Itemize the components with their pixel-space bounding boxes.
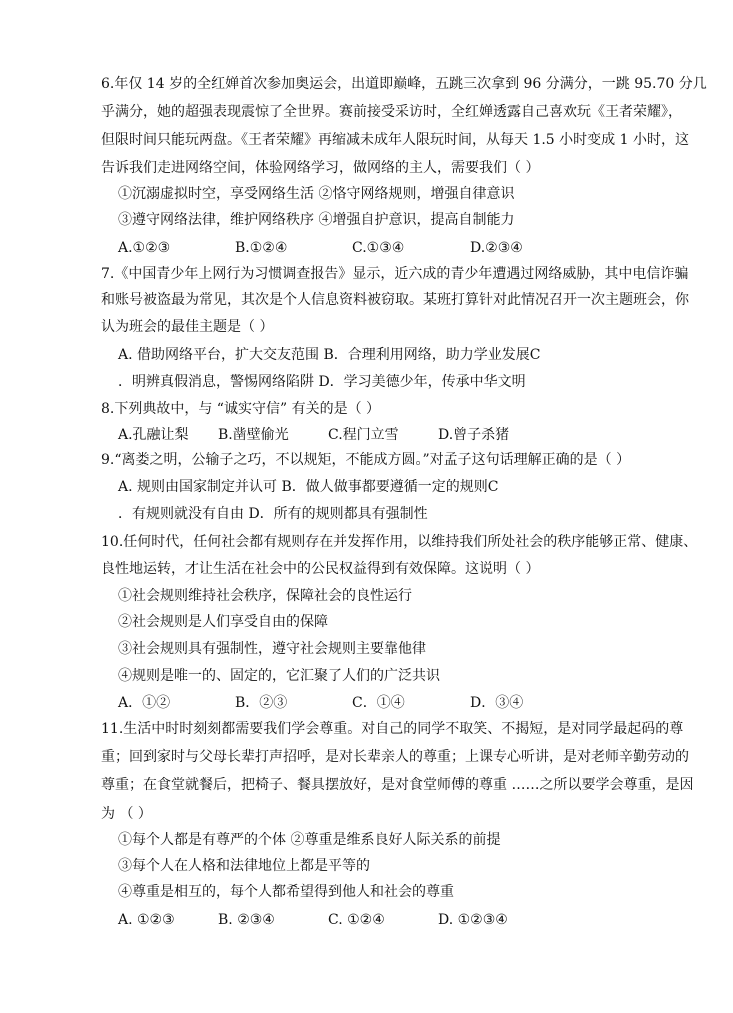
q11-item-row-1: ①每个人都是有尊严的个体 ②尊重是维系良好人际关系的前提 xyxy=(118,832,501,848)
q8-option-c: C.程门立雪 xyxy=(328,427,399,443)
q9-option-row-2: ．有规则就没有自由 D．所有的规则都具有强制性 xyxy=(118,506,428,522)
q10-item-3: ③社会规则具有强制性，遵守社会规则主要靠他律 xyxy=(118,641,426,657)
q6-item-row-2: ③遵守网络法律，维护网络秩序 ④增强自护意识，提高自制能力 xyxy=(118,212,515,228)
q6-stem-line-3: 但限时间只能玩两盘。《王者荣耀》再缩减未成年人限玩时间，从每天 1.5 小时变成 1 小时，这 xyxy=(101,132,689,148)
q9-stem: 9.“离娄之明，公输子之巧，不以规矩，不能成方圆。”对孟子这句话理解正确的是（ ） xyxy=(101,452,631,468)
q8-option-a: A.孔融让梨 xyxy=(118,427,189,443)
q11-stem-line-2: 重；回到家时与父母长辈打声招呼，是对长辈亲人的尊重；上课专心听讲，是对老师辛勤劳动的 xyxy=(101,749,689,765)
q11-stem-line-1: 11.生活中时时刻刻都需要我们学会尊重。对自己的同学不取笑、不揭短，是对同学最起码的尊 xyxy=(101,721,684,737)
q6-option-a: A.①②③ xyxy=(118,240,171,256)
q11-option-b: B. ②③④ xyxy=(218,912,275,928)
q8-option-b: B.凿壁偷光 xyxy=(218,427,289,443)
q10-item-2: ②社会规则是人们享受自由的保障 xyxy=(118,614,328,630)
q11-item-row-3: ④尊重是相互的，每个人都希望得到他人和社会的尊重 xyxy=(118,884,454,900)
q11-option-a: A. ①②③ xyxy=(118,912,175,928)
q9-option-row-1: A. 规则由国家制定并认可 B．做人做事都要遵循一定的规则C xyxy=(118,479,499,495)
q6-option-b: B.①②④ xyxy=(235,240,288,256)
q7-stem-line-3: 认为班会的最佳主题是（ ） xyxy=(101,319,274,335)
q10-item-4: ④规则是唯一的、固定的，它汇聚了人们的广泛共识 xyxy=(118,668,440,684)
q8-stem: 8.下列典故中，与 “诚实守信” 有关的是（ ） xyxy=(101,401,381,417)
q10-option-d: D．③④ xyxy=(470,695,524,711)
q10-item-1: ①社会规则维持社会秩序，保障社会的良性运行 xyxy=(118,588,412,604)
q7-stem-line-1: 7.《中国青少年上网行为习惯调查报告》显示，近六成的青少年遭遇过网络威胁，其中电信诈骗 xyxy=(101,266,689,282)
q6-stem-line-2: 乎满分，她的超强表现震惊了全世界。赛前接受采访时，全红婵透露自己喜欢玩《王者荣耀》， xyxy=(101,104,682,120)
q6-option-d: D.②③④ xyxy=(470,240,523,256)
q10-stem-line-2: 良性地运转，才让生活在社会中的公民权益得到有效保障。这说明（ ） xyxy=(101,561,540,577)
q11-option-d: D. ①②③④ xyxy=(438,912,508,928)
q7-stem-line-2: 和账号被盗最为常见，其次是个人信息资料被窃取。某班打算针对此情况召开一次主题班会，你 xyxy=(101,292,689,308)
q10-option-b: B．②③ xyxy=(235,695,288,711)
q7-option-row-1: A. 借助网络平台，扩大交友范围 B．合理利用网络，助力学业发展C xyxy=(118,347,541,363)
q11-stem-line-4: 为 （ ） xyxy=(101,806,152,822)
q6-item-row-1: ①沉溺虚拟时空，享受网络生活 ②恪守网络规则，增强自律意识 xyxy=(118,186,515,202)
q11-option-c: C. ①②④ xyxy=(328,912,385,928)
q10-option-c: C．①④ xyxy=(352,695,405,711)
q6-option-c: C.①③④ xyxy=(352,240,405,256)
q8-option-d: D.曾子杀猪 xyxy=(438,427,510,443)
q10-stem-line-1: 10.任何时代，任何社会都有规则存在并发挥作用，以维持我们所处社会的秩序能够正常、健康、 xyxy=(101,534,698,550)
q6-stem-line-1: 6.年仅 14 岁的全红婵首次参加奥运会，出道即巅峰，五跳三次拿到 96 分满分，一跳 95.70 分几 xyxy=(101,76,707,92)
q7-option-row-2: ．明辨真假消息，警惕网络陷阱 D．学习美德少年，传承中华文明 xyxy=(118,374,526,390)
q10-option-a: A．①② xyxy=(118,695,171,711)
q11-item-row-2: ③每个人在人格和法律地位上都是平等的 xyxy=(118,858,370,874)
q6-stem-line-4: 告诉我们走进网络空间，体验网络学习，做网络的主人，需要我们（ ） xyxy=(101,160,540,176)
q11-stem-line-3: 尊重；在食堂就餐后，把椅子、餐具摆放好，是对食堂师傅的尊重 ……之所以要学会尊重，是因 xyxy=(101,777,694,793)
